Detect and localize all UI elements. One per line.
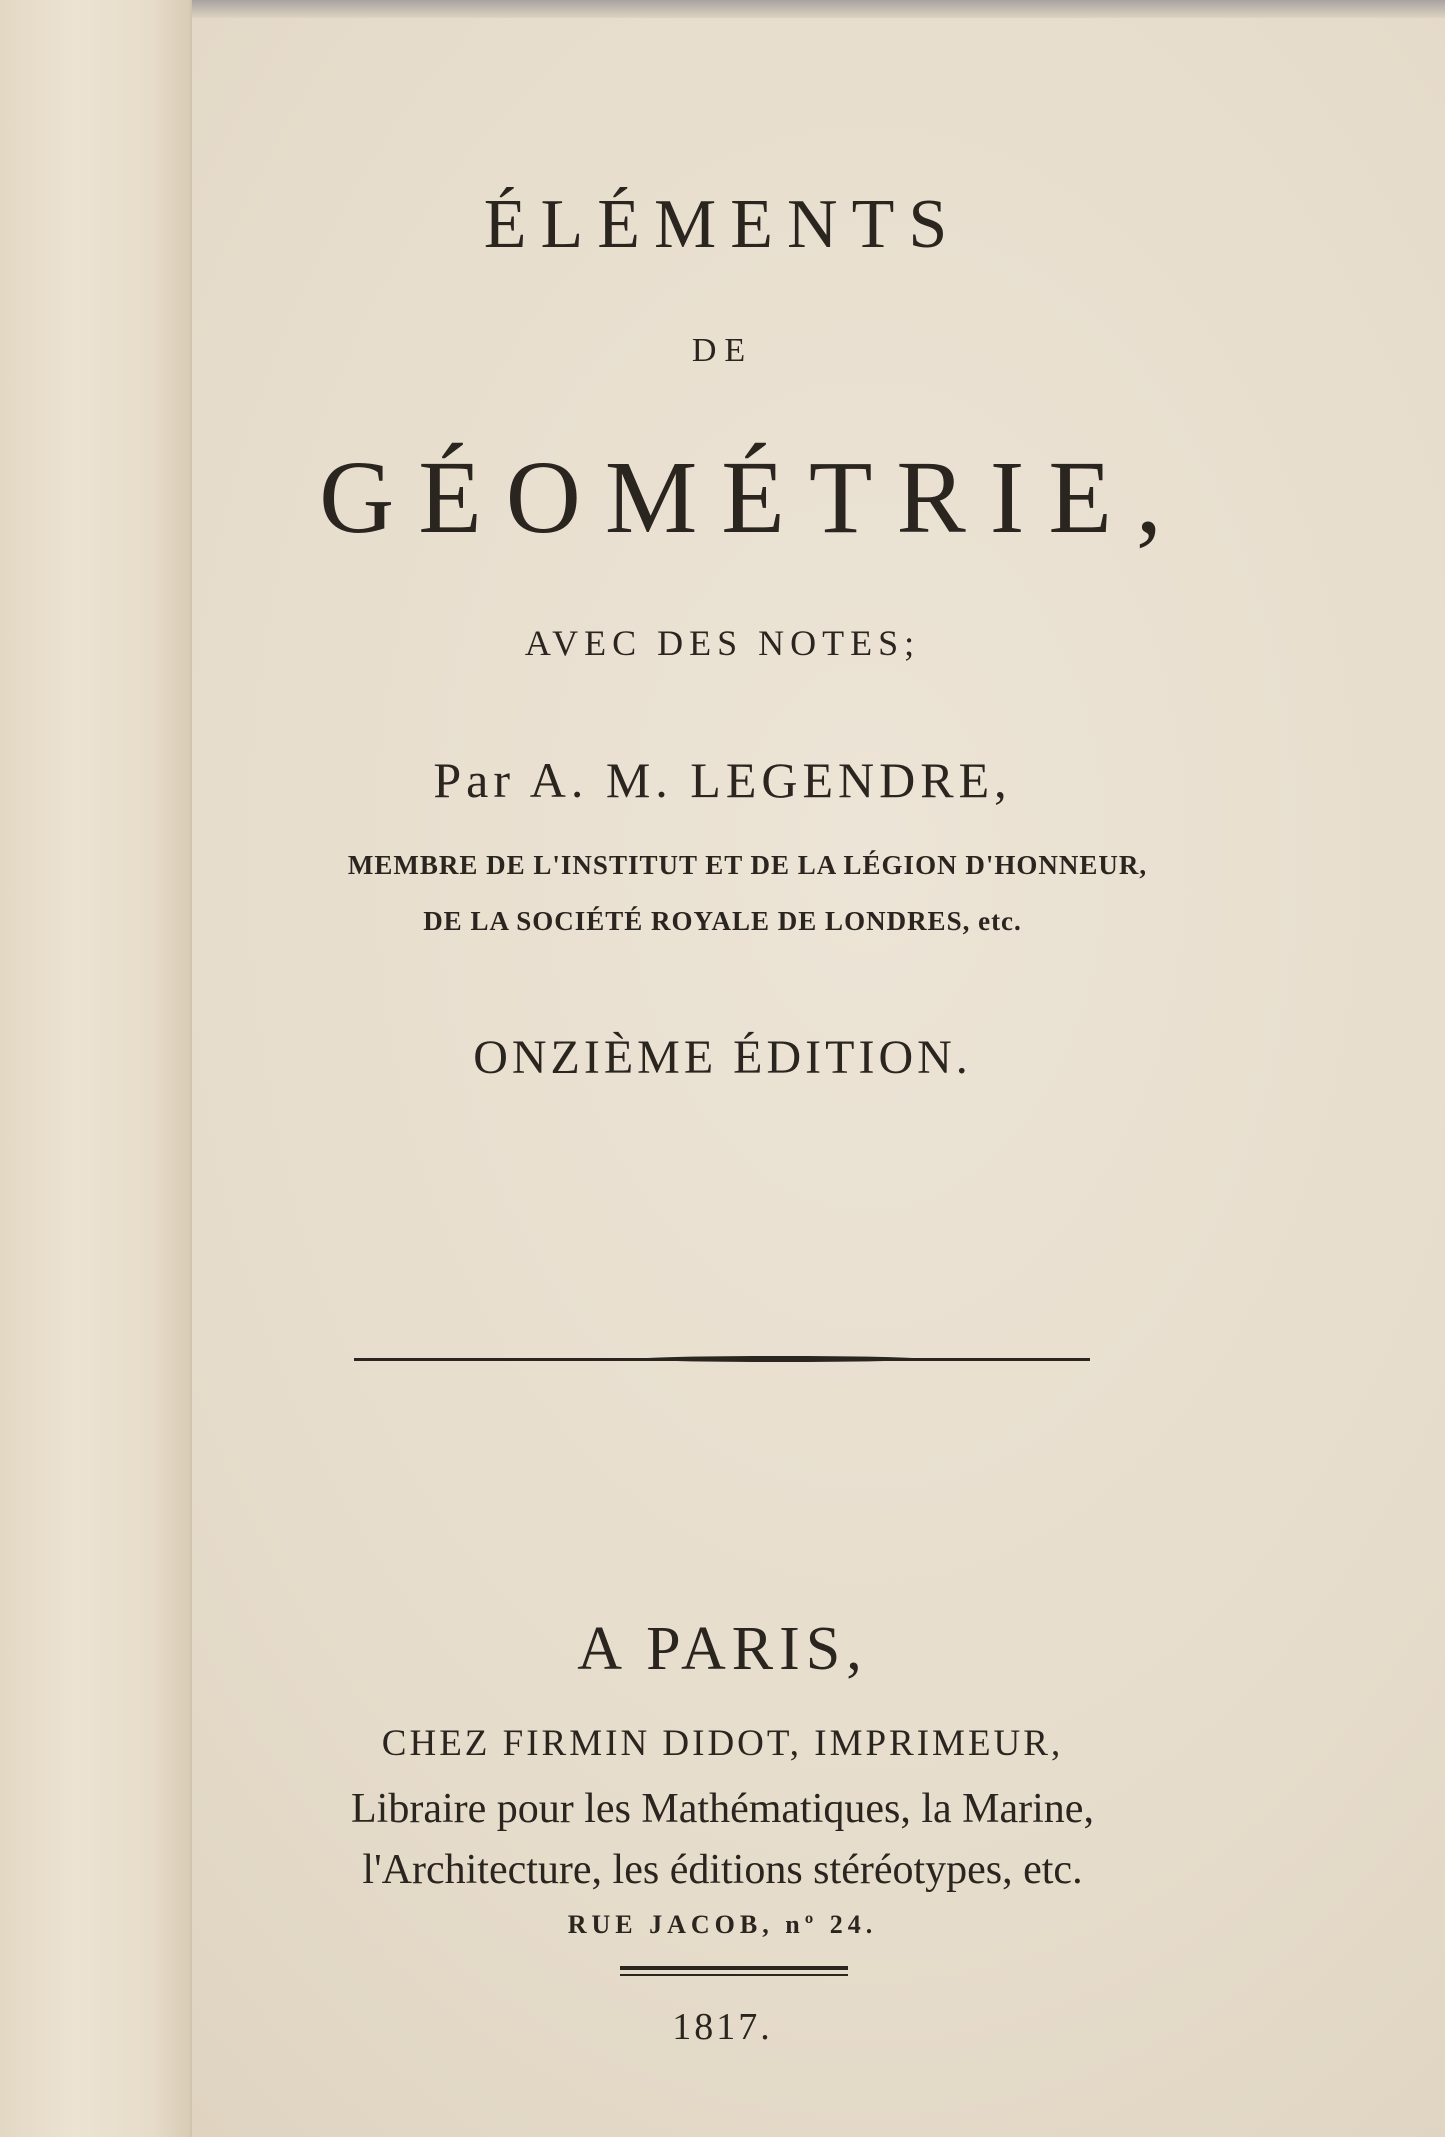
double-rule-bottom: [620, 1974, 848, 1976]
imprint-year: 1817.: [672, 2006, 773, 2048]
title-line-elements: ÉLÉMENTS: [483, 186, 962, 263]
imprint-publisher-desc-1: Libraire pour les Mathématiques, la Marine,: [351, 1786, 1094, 1832]
edition: ONZIÈME ÉDITION.: [473, 1031, 972, 1084]
imprint-address: RUE JACOB, nº 24.: [567, 1910, 878, 1939]
divider-rule-swell: [640, 1356, 920, 1362]
imprint-publisher-desc-2: l'Architecture, les éditions stéréotypes, etc.: [362, 1847, 1083, 1893]
author-credentials-1: MEMBRE DE L'INSTITUT ET DE LA LÉGION D'HONNEUR,: [347, 850, 1148, 880]
title-line-geometrie: GÉOMÉTRIE,: [319, 440, 1186, 555]
author-name: Par A. M. LEGENDRE,: [433, 752, 1012, 808]
subtitle: AVEC DES NOTES;: [524, 623, 921, 663]
page-top-edge: [0, 0, 1445, 18]
imprint-city: A PARIS,: [577, 1615, 868, 1683]
author-credentials-2: DE LA SOCIÉTÉ ROYALE DE LONDRES, etc.: [423, 906, 1022, 936]
double-rule-top: [620, 1966, 848, 1970]
title-line-de: DE: [691, 332, 754, 369]
imprint-publisher: CHEZ FIRMIN DIDOT, IMPRIMEUR,: [381, 1723, 1064, 1764]
